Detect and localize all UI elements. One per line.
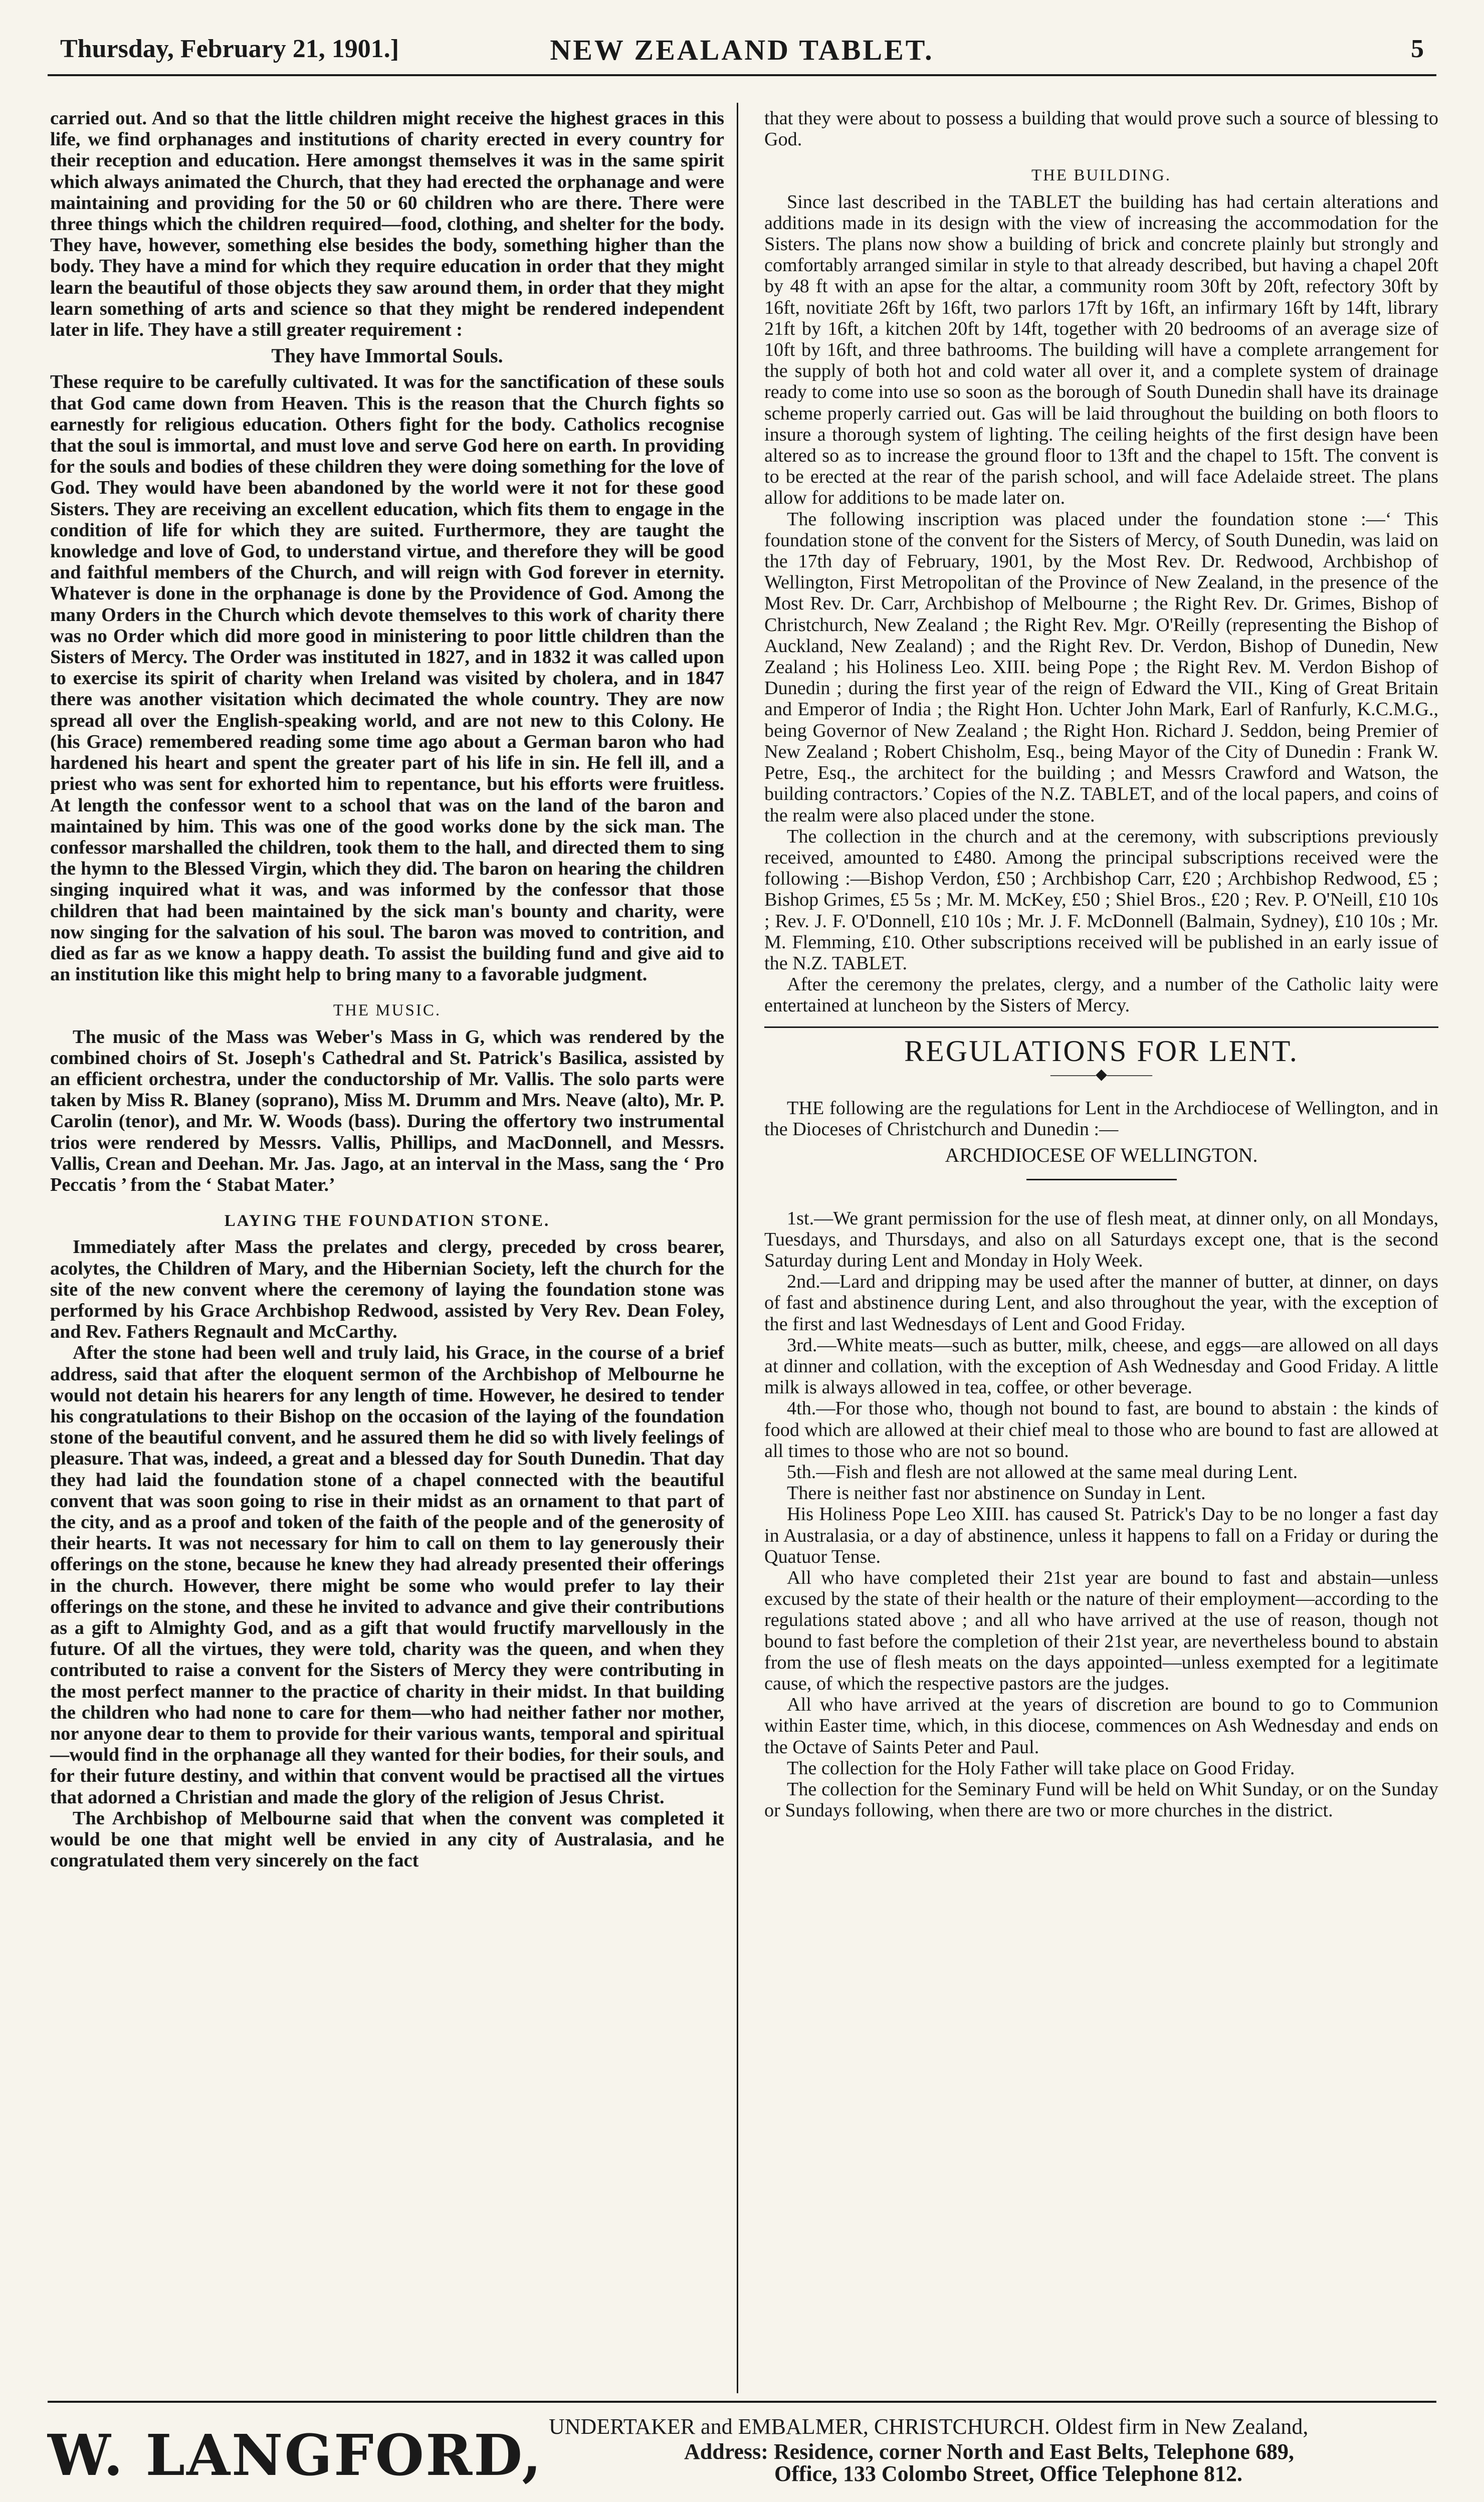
regulation-item: There is neither fast nor abstinence on Sunday in Lent. <box>787 1483 1206 1504</box>
section-rule <box>764 1026 1438 1028</box>
regulation-item: 1st.—We grant permission for the use of flesh meat, at dinner only, on all Mondays, Tuesdays, and Thursdays, and also on all Saturdays except one, that is the second Saturday during Lent and Monday in Holy Week. <box>764 1207 1438 1271</box>
paragraph: carried out. And so that the little children might receive the highest graces in this life, we find orphanages and institutions of charity erected in every country for their reception and education. Here amongst themselves it was in the same spirit which always animated the Church, that they had erected the orphanage and were maintaining and providing for the 50 or 60 children who are there. There were three things which the children required—food, clothing, and shelter for the body. They have, however, something else besides the body, something higher than the body. They have a mind for which they require education in order that they might learn the beautiful of those objects they saw around them, in order that they might learn something of arts and science so that they might be rendered independent later in life. They have a still greater requirement : <box>50 108 724 341</box>
paragraph: After the stone had been well and truly laid, his Grace, in the course of a brief address, said that after the eloquent sermon of the Archbishop of Melbourne he would not detain his hearers for any length of time. However, he desired to tender his congratulations to their Bishop on the occasion of the laying of the foundation stone of the beautiful convent, and he assured them he did so with lively feelings of pleasure. That was, indeed, a great and a blessed day for South Dunedin. That day they had laid the foundation stone of a chapel connected with the beautiful convent that was soon going to rise in their midst as an ornament to that part of the city, and as a proof and token of the faith of the people and of the generosity of their hearts. It was not necessary for him to call on them to lay generously their offerings on the stone, because he knew they had already presented their offerings in the church. However, there might be some who would prefer to lay their offerings on the stone, and these he invited to advance and give their contributions as a gift to Almighty God, and as a gift that would fructify marvellously in the future. Of all the virtues, they were told, charity was the queen, and when they contributed to raise a convent for the Sisters of Mercy they were contributing in the most perfect manner to the practice of charity in their midst. In that building the children who had none to care for them—who had neither father nor mother, nor anyone dear to them to provide for their various wants, temporal and spiritual—would find in the orphanage all they wanted for their bodies, for their souls, and for their future destiny, and within that convent would be practised all the virtues that adorned a Christian and made the glory of the religion of Jesus Christ. <box>50 1342 724 1808</box>
regulation-item: 4th.—For those who, though not bound to fast, are bound to abstain : the kinds of food which are allowed at their chief meal to those who are bound to fast are allowed at all times to those who are not so bound. <box>764 1398 1438 1462</box>
paragraph: The collection in the church and at the ceremony, with subscriptions previously received, amounted to £480. Among the principal subscriptions received were the following :—Bishop Verdon, £50 ; Archbishop Carr, £20 ; Archbishop Redwood, £5 ; Bishop Grimes, £5 5s ; Mr. M. McKey, £50 ; Shiel Bros., £20 ; Rev. P. O'Neill, £10 10s ; Rev. J. F. O'Donnell, £10 10s ; Mr. J. F. McDonnell (Balmain, Sydney), £10 10s ; Mr. M. Flemming, £10. Other subscriptions received will be published in an early issue of the N.Z. TABLET. <box>764 825 1438 974</box>
advertisement <box>48 2401 1436 2488</box>
issue-date: Thursday, February 21, 1901.] <box>60 35 399 63</box>
regulation-item: All who have arrived at the years of discretion are bound to go to Communion within Easter time, which, in this diocese, commences on Ash Wednesday and ends on the Octave of Saints Peter and Paul. <box>764 1694 1438 1758</box>
advertisement-line: Address: Residence, corner North and East Belts, Telephone 689, <box>684 2439 1294 2464</box>
newspaper-title: NEW ZEALAND TABLET. <box>550 34 934 66</box>
regulation-item: 2nd.—Lard and dripping may be used after the manner of butter, at dinner, on days of fast and abstinence during Lent, and also throughout the year, with the exception of the first and last Wednesdays of Lent and Good Friday. <box>764 1271 1438 1335</box>
masthead <box>48 24 1436 76</box>
regulation-item: The collection for the Seminary Fund will be held on Whit Sunday, or on the Sunday or Sundays following, when there are two or more churches in the district. <box>764 1779 1438 1821</box>
paragraph: The following inscription was placed under the foundation stone :—‘ This foundation stone of the convent for the Sisters of Mercy, of South Dunedin, was laid on the 17th day of February, 1901, by the Most Rev. Dr. Redwood, Archbishop of Wellington, First Metropolitan of the Province of New Zealand, in the presence of the Most Rev. Dr. Carr, Archbishop of Melbourne ; the Right Rev. Dr. Grimes, Bishop of Christchurch, New Zealand ; the Right Rev. Mgr. O'Reilly (representing the Bishop of Auckland, New Zealand) ; and the Right Rev. Dr. Verdon, Bishop of Dunedin, New Zealand ; his Holiness Leo. XIII. being Pope ; the Right Rev. M. Verdon Bishop of Dunedin ; during the first year of the reign of Edward the VII., King of Great Britain and Emperor of India ; the Right Hon. Uchter John Mark, Earl of Ranfurly, K.C.M.G., being Governor of New Zealand ; the Right Hon. Richard J. Seddon, being Premier of New Zealand ; Robert Chisholm, Esq., being Mayor of the City of Dunedin : Frank W. Petre, Esq., the architect for the building ; and Messrs Crawford and Watson, the building contractors.’ Copies of the N.Z. TABLET, and of the local papers, and coins of the realm were also placed under the stone. <box>764 508 1438 826</box>
regulation-item: 5th.—Fish and flesh are not allowed at the same meal during Lent. <box>787 1461 1298 1483</box>
archdiocese-heading: ARCHDIOCESE OF WELLINGTON. <box>945 1144 1258 1167</box>
short-rule <box>1026 1179 1177 1180</box>
advertisement-line: Office, 133 Colombo Street, Office Telephone 812. <box>774 2461 1243 2486</box>
paragraph: After the ceremony the prelates, clergy, and a number of the Catholic laity were entertained at luncheon by the Sisters of Mercy. <box>764 974 1438 1016</box>
right-column <box>764 108 1438 1821</box>
section-heading-foundation-stone: LAYING THE FOUNDATION STONE. <box>224 1212 550 1230</box>
page-number: 5 <box>1411 35 1424 63</box>
advertisement-line: UNDERTAKER and EMBALMER, CHRISTCHURCH. Oldest firm in New Zealand, <box>549 2414 1309 2439</box>
paragraph: The Archbishop of Melbourne said that when the convent was completed it would be one that might well be envied in any city of Australasia, and he congratulated them very sincerely on the fact <box>50 1807 724 1871</box>
regulation-item: The collection for the Holy Father will take place on Good Friday. <box>787 1757 1295 1779</box>
paragraph: The music of the Mass was Weber's Mass in G, which was rendered by the combined choirs of St. Joseph's Cathedral and St. Patrick's Basilica, assisted by an efficient orchestra, under the conductorship of Mr. Vallis. The solo parts were taken by Miss R. Blaney (soprano), Miss M. Drumm and Mrs. Neave (alto), Mr. P. Carolin (tenor), and Mr. W. Woods (bass). During the offertory two instrumental trios were rendered by Messrs. Vallis, Phillips, and MacDonnell, and Messrs. Vallis, Crean and Deehan. Mr. Jas. Jago, at an interval in the Mass, sang the ‘ Pro Peccatis ’ from the ‘ Stabat Mater.’ <box>50 1026 724 1195</box>
paragraph: Since last described in the TABLET the building has had certain alterations and additions made in its design with the view of increasing the accommodation for the Sisters. The plans now show a building of brick and concrete plainly but strongly and comfortably arranged similar in style to that already described, but having a chapel 20ft by 48 ft with an apse for the altar, a community room 30ft by 20ft, refectory 30ft by 16ft, novitiate 26ft by 16ft, two parlors 17ft by 16ft, an infirmary 16ft by 14ft, library 21ft by 16ft, a kitchen 20ft by 14ft, together with 20 bedrooms of an average size of 10ft by 16ft, and three bathrooms. The building will have a complete arrangement for the supply of both hot and cold water all over it, and a complete system of drainage ready to come into use so soon as the borough of South Dunedin shall have its drainage scheme properly carried out. Gas will be laid throughout the building on both floors to insure a thorough system of lighting. The ceiling heights of the first design have been altered so as to increase the ground floor to 13ft and the chapel to 15ft. The convent is to be erected at the rear of the parish school, and will face Adelaide street. The plans allow for additions to be made later on. <box>764 191 1438 509</box>
regulation-item: His Holiness Pope Leo XIII. has caused St. Patrick's Day to be no longer a fast day in Australasia, or a day of abstinence, unless it happens to fall on a Friday or during the Quatuor Tense. <box>764 1504 1438 1567</box>
regulation-item: All who have completed their 21st year are bound to fast and abstain—unless excused by the state of their health or the nature of their employment—according to the regulations stated above ; and all who have arrived at the use of reason, though not bound to fast before the completion of their 21st year, are nevertheless bound to abstain from the use of flesh meats on the days appointed—unless exempted for a legitimate cause, of which the respective pastors are the judges. <box>764 1567 1438 1695</box>
section-heading-music: THE MUSIC. <box>333 1001 442 1020</box>
lent-regulations-title: REGULATIONS FOR LENT. <box>904 1034 1299 1068</box>
paragraph: Immediately after Mass the prelates and clergy, preceded by cross bearer, acolytes, the Children of Mary, and the Hibernian Society, left the church for the site of the new convent where the ceremony of laying the foundation stone was performed by his Grace Archbishop Redwood, assisted by Very Rev. Dean Foley, and Rev. Fathers Regnault and McCarthy. <box>50 1236 724 1343</box>
advertiser-name: W. LANGFORD, <box>48 2423 543 2488</box>
left-column <box>50 108 724 1871</box>
section-heading-building: THE BUILDING. <box>1031 166 1172 185</box>
paragraph: that they were about to possess a building that would prove such a source of blessing to God. <box>764 108 1438 150</box>
paragraph: These require to be carefully cultivated. It was for the sanctification of these souls that God came down from Heaven. This is the reason that the Church fights so earnestly for religious education. Others fight for the body. Catholics recognise that the soul is immortal, and must love and serve God here on earth. In providing for the souls and bodies of these children they were doing something for the love of God. They would have been abandoned by the world were it not for these good Sisters. They are receiving an excellent education, which fits them to engage in the condition of life for which they are suited. Furthermore, they are taught the knowledge and love of God, to understand virtue, and therefore they will be good and faithful members of the Church, and will reign with God forever in eternity. Whatever is done in the orphanage is done by the Providence of God. Among the many Orders in the Church which devote themselves to this work of charity there was no Order which did more good in ministering to poor little children than the Sisters of Mercy. The Order was instituted in 1827, and in 1832 it was called upon to exercise its spirit of charity when Ireland was visited by cholera, and in 1847 there was another visitation which decimated the whole country. They are now spread all over the English-speaking world, and are not new to this Colony. He (his Grace) remembered reading some time ago about a German baron who had hardened his heart and spent the greater part of his life in sin. He fell ill, and a priest who was sent for exhorted him to repentance, but his efforts were fruitless. At length the confessor went to a school that was on the land of the baron and maintained by him. This was one of the good works done by the sick man. The confessor marshalled the children, took them to the hall, and directed them to sing the hymn to the Blessed Virgin, which they did. The baron on hearing the children singing inquired what it was, and was informed by the confessor that those children that had been maintained by the sick man's bounty and charity, were now singing for the salvation of his soul. The baron was moved to contrition, and died as far as we know a happy death. To assist the building fund and give aid to an institution like this might help to bring many to a favorable judgment. <box>50 371 724 985</box>
ornament-divider: ———◆——— <box>1050 1066 1153 1083</box>
section-subheading: They have Immortal Souls. <box>271 344 503 367</box>
column-divider <box>737 103 738 2393</box>
regulation-item: 3rd.—White meats—such as butter, milk, cheese, and eggs—are allowed on all days at dinner and collation, with the exception of Ash Wednesday and Good Friday. A little milk is always allowed in tea, coffee, or other beverage. <box>764 1334 1438 1398</box>
paragraph: THE following are the regulations for Lent in the Archdiocese of Wellington, and in the Dioceses of Christchurch and Dunedin :— <box>764 1097 1438 1140</box>
